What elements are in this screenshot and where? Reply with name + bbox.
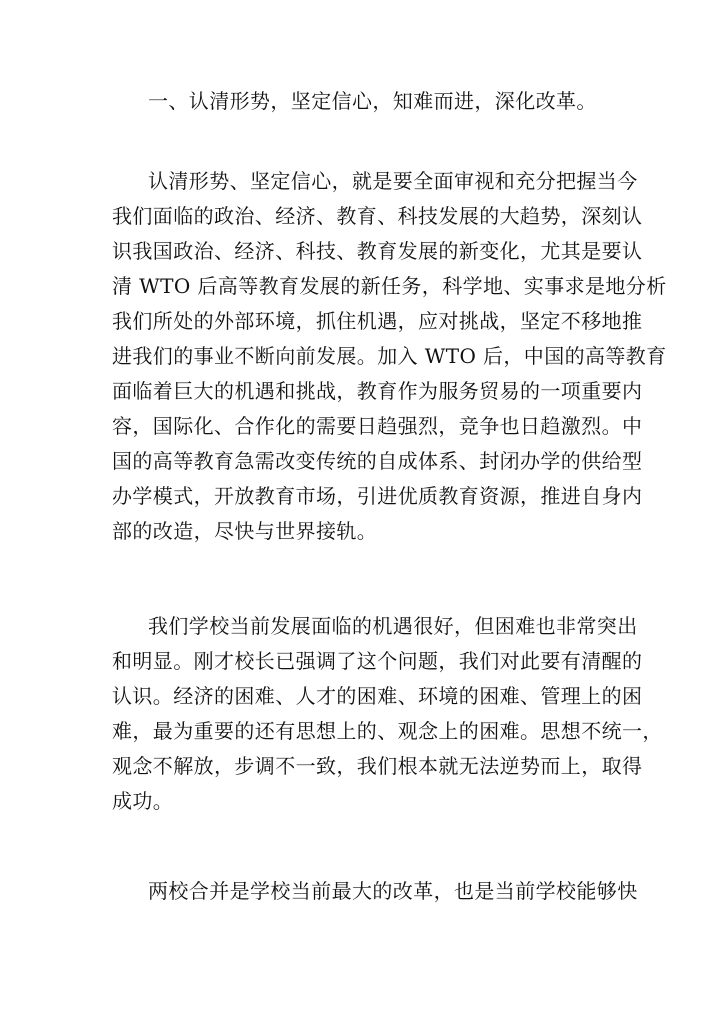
paragraph-line: 和明显。刚才校长已强调了这个问题，我们对此要有清醒的	[112, 649, 643, 673]
paragraph-line: 国的高等教育急需改变传统的自成体系、封闭办学的供给型	[112, 449, 643, 473]
paragraph-line: 观念不解放，步调不一致，我们根本就无法逆势而上，取得	[112, 754, 643, 778]
paragraph-1	[112, 164, 667, 549]
paragraph-3	[112, 874, 638, 909]
paragraph-line: 识我国政治、经济、科技、教育发展的新变化，尤其是要认	[112, 239, 643, 263]
paragraph-line: 办学模式，开放教育市场，引进优质教育资源，推进自身内	[112, 484, 643, 508]
paragraph-line: 我们面临的政治、经济、教育、科技发展的大趋势，深刻认	[112, 204, 643, 228]
paragraph-line: 进我们的事业不断向前发展。加入 WTO 后，中国的高等教育	[112, 344, 667, 368]
paragraph-line: 两校合并是学校当前最大的改革，也是当前学校能够快	[148, 879, 638, 903]
paragraph-line: 我们所处的外部环境，抓住机遇，应对挑战，坚定不移地推	[112, 309, 643, 333]
paragraph-line: 面临着巨大的机遇和挑战，教育作为服务贸易的一项重要内	[112, 379, 643, 403]
paragraph-line: 部的改造，尽快与世界接轨。	[112, 519, 378, 543]
paragraph-2	[112, 609, 663, 819]
paragraph-line: 容，国际化、合作化的需要日趋强烈，竞争也日趋激烈。中	[112, 414, 643, 438]
paragraph-line: 我们学校当前发展面临的机遇很好，但困难也非常突出	[148, 614, 638, 638]
paragraph-line: 清 WTO 后高等教育发展的新任务，科学地、实事求是地分析	[112, 274, 667, 298]
paragraph-line: 难，最为重要的还有思想上的、观念上的困难。思想不统一，	[112, 719, 663, 743]
paragraph-line: 认清形势、坚定信心，就是要全面审视和充分把握当今	[148, 169, 638, 193]
heading-text: 一、认清形势，坚定信心，知难而进，深化改革。	[148, 89, 597, 113]
paragraph-line: 认识。经济的困难、人才的困难、环境的困难、管理上的困	[112, 684, 643, 708]
section-heading	[112, 84, 610, 119]
paragraph-line: 成功。	[112, 789, 174, 813]
